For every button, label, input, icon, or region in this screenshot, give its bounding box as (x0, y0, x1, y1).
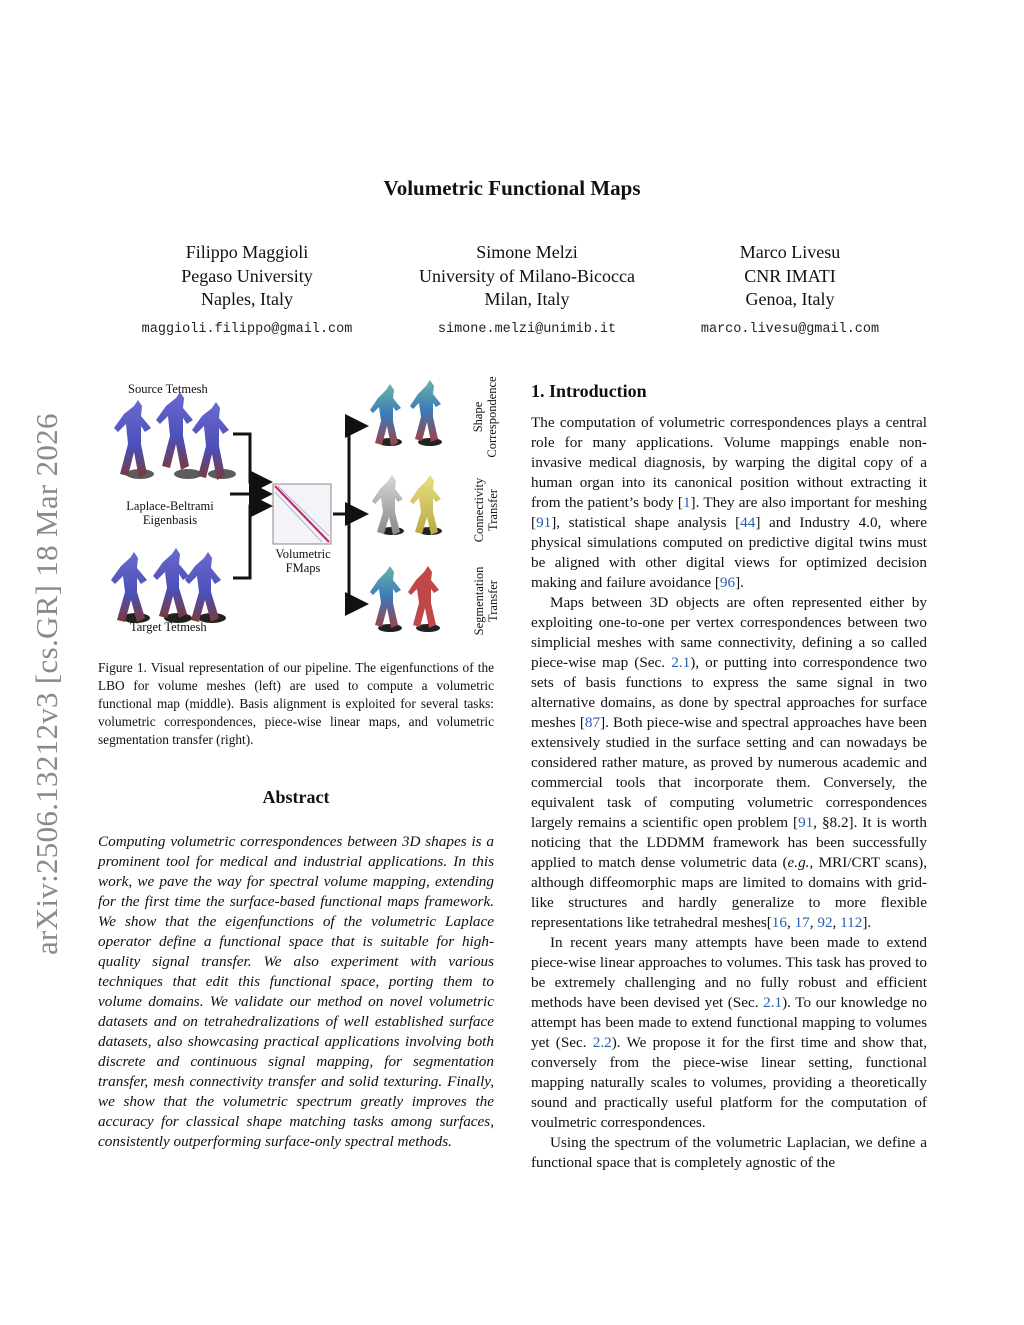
output-arrows (333, 426, 366, 604)
segmentation-figures (370, 566, 440, 632)
functional-map-matrix (273, 484, 331, 544)
segmentation-transfer-line2: Transfer (485, 580, 500, 622)
author-2 (377, 241, 677, 341)
eigenbasis-label (118, 499, 222, 527)
author-affiliation: University of Milano-Bicocca (419, 265, 635, 286)
author-affiliation: Pegaso University (181, 265, 313, 286)
author-name: Filippo Maggioli (185, 242, 309, 262)
figure-pipeline (100, 376, 498, 646)
author-name: Marco Livesu (739, 242, 841, 262)
citation-link[interactable]: 17 (794, 914, 810, 931)
figure-caption: Figure 1. Visual representation of our pipeline. The eigenfunctions of the LBO for volume meshes (left) are used to compute a volumetric functional map (middle). Basis alignment is exploited for several tasks: volumetric correspondences, piece-wise linear maps, and volumetric segmentation transfer (right). (98, 660, 494, 747)
citation-link[interactable]: 112 (840, 914, 863, 931)
source-tetmesh-label: Source Tetmesh (128, 382, 208, 396)
intro-paragraph-1: The computation of volumetric correspondences plays a central role for many applications. Volume mappings enable non-invasive medical diagnosis, by warping the digital copy of a human organ into its canonical position without extracting it from the patient’s body [1]. They are also important for meshing [91], statistical shape analysis [44] and Industry 4.0, where physical simulations computed on predictive digital twins must be aligned with other digital views for optimized decision making and failure avoidance [96]. (531, 414, 927, 591)
shape-correspondence-line2: Correspondence (484, 376, 499, 458)
fmaps-label-line1: Volumetric (275, 547, 331, 561)
author-name: Simone Melzi (476, 242, 578, 262)
segmentation-transfer-line1: Segmentation (472, 566, 486, 636)
connectivity-transfer-line1: Connectivity (472, 477, 486, 543)
intro-paragraph-4: Using the spectrum of the volumetric Laplacian, we define a functional space that is completely agnostic of the (531, 1134, 927, 1171)
source-mesh-figures (114, 392, 236, 480)
citation-link[interactable]: 92 (817, 914, 833, 931)
author-location: Milan, Italy (484, 289, 570, 309)
connectivity-figures (372, 475, 442, 535)
author-email: simone.melzi@unimib.it (437, 321, 617, 337)
citation-link[interactable]: 2.1 (763, 994, 783, 1011)
citation-link[interactable]: 1 (682, 494, 691, 511)
fmaps-label (270, 547, 336, 575)
target-tetmesh-label: Target Tetmesh (130, 620, 207, 634)
author-email: maggioli.filippo@gmail.com (141, 321, 353, 337)
citation-link[interactable]: 96 (719, 574, 736, 591)
shape-correspondence-label (472, 367, 500, 467)
italic-text: e.g. (787, 854, 810, 871)
introduction-heading: 1. Introduction (531, 381, 647, 401)
citation-link[interactable]: 2.1 (671, 654, 691, 671)
segmentation-transfer-label (473, 554, 501, 648)
intro-paragraph-2: Maps between 3D objects are often represented either by exploiting one-to-one per vertex correspondences between two simplicial meshes with same connectivity, defining a so called piece-wise map (Sec. 2.1), or putting into correspondence two sets of basis functions to express the same signal in two alternative domains, as done by spectral approaches for surface meshes [87]. Both piece-wise and spectral approaches have been extensively studied in the surface setting and can nowadays be considered rather mature, as proved by numerous academic and commercial tools that incorporate them. Conversely, the equivalent task of computing volumetric correspondences largely remains a scientific open problem [91, §8.2]. It is worth noticing that the LDDMM framework has been successfully applied to match dense volumetric data (e.g., MRI/CRT scans), although diffeomorphic maps are limited to domains with grid-like structures and hardly generalize to more flexible representations like tetrahedral meshes[16, 17, 92, 112]. (531, 594, 927, 931)
connectivity-transfer-label (473, 465, 501, 555)
author-1 (97, 241, 397, 341)
connectivity-transfer-line2: Transfer (485, 489, 500, 531)
target-mesh-figures (111, 548, 226, 623)
correspondence-figures (370, 380, 442, 446)
eigenbasis-label-line1: Laplace-Beltrami (126, 499, 214, 513)
citation-link[interactable]: 44 (740, 514, 756, 531)
shape-correspondence-line1: Shape (471, 401, 485, 433)
author-email: marco.livesu@gmail.com (700, 321, 880, 337)
author-3 (640, 241, 940, 341)
fmaps-label-line2: FMaps (285, 561, 321, 575)
author-affiliation: CNR IMATI (744, 265, 836, 286)
author-location: Genoa, Italy (745, 289, 835, 309)
citation-link[interactable]: 2.2 (592, 1034, 612, 1051)
citation-link[interactable]: 87 (584, 714, 601, 731)
paper-title: Volumetric Functional Maps (383, 176, 641, 200)
citation-link[interactable]: 91 (798, 814, 814, 831)
eigenbasis-label-line2: Eigenbasis (142, 513, 198, 527)
citation-link[interactable]: 91 (536, 514, 552, 531)
citation-link[interactable]: 16 (771, 914, 787, 931)
introduction-body (531, 413, 927, 1173)
input-arrows (230, 434, 270, 578)
author-location: Naples, Italy (201, 289, 293, 309)
intro-paragraph-3: In recent years many attempts have been made to extend piece-wise linear approaches to volumes. This task has proved to be extremely challenging and no fully robust and efficient methods have been devised yet (Sec. 2.1). To our knowledge no attempt has been made to extend functional mapping to volumes yet (Sec. 2.2). We propose it for the first time and show that, conversely from the piece-wise linear setting, functional mapping naturally scales to volumes, providing a theoretically sound and practically useful platform for the computation of voulmetric correspondences. (531, 934, 927, 1131)
arxiv-identifier: arXiv:2506.13212v3 [cs.GR] 18 Mar 2026 (29, 413, 64, 955)
abstract-heading: Abstract (262, 787, 330, 807)
abstract-text: Computing volumetric correspondences between 3D shapes is a prominent tool for medical and industrial applications. In this work, we pave the way for spectral volume mapping, extending for the first time the surface-based functional maps framework. We show that the eigenfunctions of the volumetric Laplace operator define a functional space that is suitable for high-quality signal transfer. We also experiment with various techniques that edit this functional space, porting them to volume domains. We validate our method on novel volumetric datasets and on tetrahedralizations of well established surface datasets, also showcasing practical applications involving both discrete and continuous signal mapping, for segmentation transfer, mesh connectivity transfer and solid texturing. Finally, we show that the volumetric spectrum greatly improves the accuracy for classical shape matching tasks among surfaces, consistently outperforming surface-only spectral methods. (98, 833, 494, 1150)
